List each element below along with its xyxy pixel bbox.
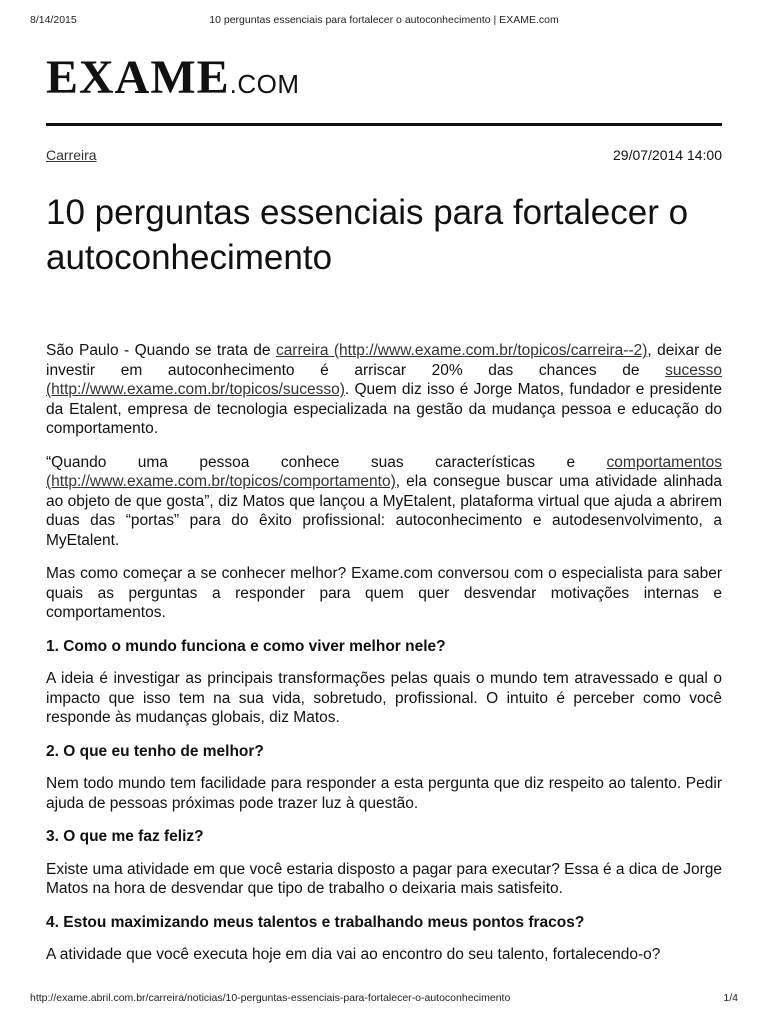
question-4: 4. Estou maximizando meus talentos e trabalhando meus pontos fracos? (46, 913, 585, 931)
question-1: 1. Como o mundo funciona e como viver melhor nele? (46, 637, 446, 655)
print-url: http://exame.abril.com.br/carreira/noticias/10-perguntas-essenciais-para-fortalecer-o-autoconhecimento (30, 992, 511, 1004)
page-number: 1/4 (723, 992, 738, 1004)
text-span: , ela consegue buscar uma atividade alinhada ao objeto de que gosta”, diz Matos que lançou a MyEtalent, plataforma virtual que ajuda a abrirem duas das “portas” para do êxito profissional: autoconhecimento e autodesenvolvimento, a MyEtalent. (46, 473, 722, 549)
paragraph-quote (46, 453, 722, 551)
text-span: . Quem diz isso é Jorge Matos, fundador e presidente da Etalent, empresa de tecnologia especializada na gestão da mudança pessoa e educação do comportamento. (46, 381, 722, 437)
article-title: 10 perguntas essenciais para fortalecer o autoconhecimento (46, 193, 689, 277)
logo-main: EXAME (46, 51, 230, 104)
article-meta (46, 147, 722, 163)
print-date: 8/14/2015 (30, 14, 77, 26)
text-span: “Quando uma pessoa conhece suas características e (46, 453, 607, 471)
answer-4: A atividade que você executa hoje em dia vai ao encontro do seu talento, fortalecendo-o? (46, 946, 661, 963)
question-2: 2. O que eu tenho de melhor? (46, 742, 264, 760)
article-timestamp: 29/07/2014 14:00 (613, 147, 722, 163)
category-link[interactable]: Carreira (46, 147, 97, 163)
print-header (30, 14, 738, 28)
link-comportamentos[interactable]: comportamentos (http://www.exame.com.br/topicos/comportamento) (46, 453, 722, 490)
answer-3: Existe uma atividade em que você estaria disposto a pagar para executar? Essa é a dica de Jorge Matos na hora de desvendar que tipo de trabalho o deixaria mais satisfeito. (46, 860, 722, 897)
article-body (46, 341, 722, 979)
paragraph-intro (46, 341, 722, 439)
print-footer (30, 992, 738, 1006)
paragraph-context: Mas como começar a se conhecer melhor? Exame.com conversou com o especialista para saber quais as perguntas a responder para quem quer desvendar motivações internas e comportamentos. (46, 565, 722, 621)
header-divider (46, 123, 722, 126)
logo-suffix: .COM (229, 69, 300, 99)
text-span: , deixar de investir em autoconhecimento é arriscar 20% das chances de (46, 342, 722, 379)
link-carreira[interactable]: carreira (http://www.exame.com.br/topicos/carreira--2) (275, 342, 648, 359)
text-span: São Paulo - Quando se trata de (46, 342, 276, 359)
answer-2: Nem todo mundo tem facilidade para responder a esta pergunta que diz respeito ao talento. Pedir ajuda de pessoas próximas pode trazer luz à questão. (46, 775, 722, 812)
link-sucesso[interactable]: sucesso (http://www.exame.com.br/topicos/sucesso) (46, 361, 722, 398)
answer-1: A ideia é investigar as principais transformações pelas quais o mundo tem atravessado e qual o impacto que isso tem na sua vida, sobretudo, profissional. O intuito é perceber como você responde às mudanças globais, diz Matos. (46, 670, 722, 726)
exame-logo[interactable] (46, 50, 300, 104)
print-page-title: 10 perguntas essenciais para fortalecer o autoconhecimento | EXAME.com (209, 14, 559, 26)
question-3: 3. O que me faz feliz? (46, 828, 204, 845)
